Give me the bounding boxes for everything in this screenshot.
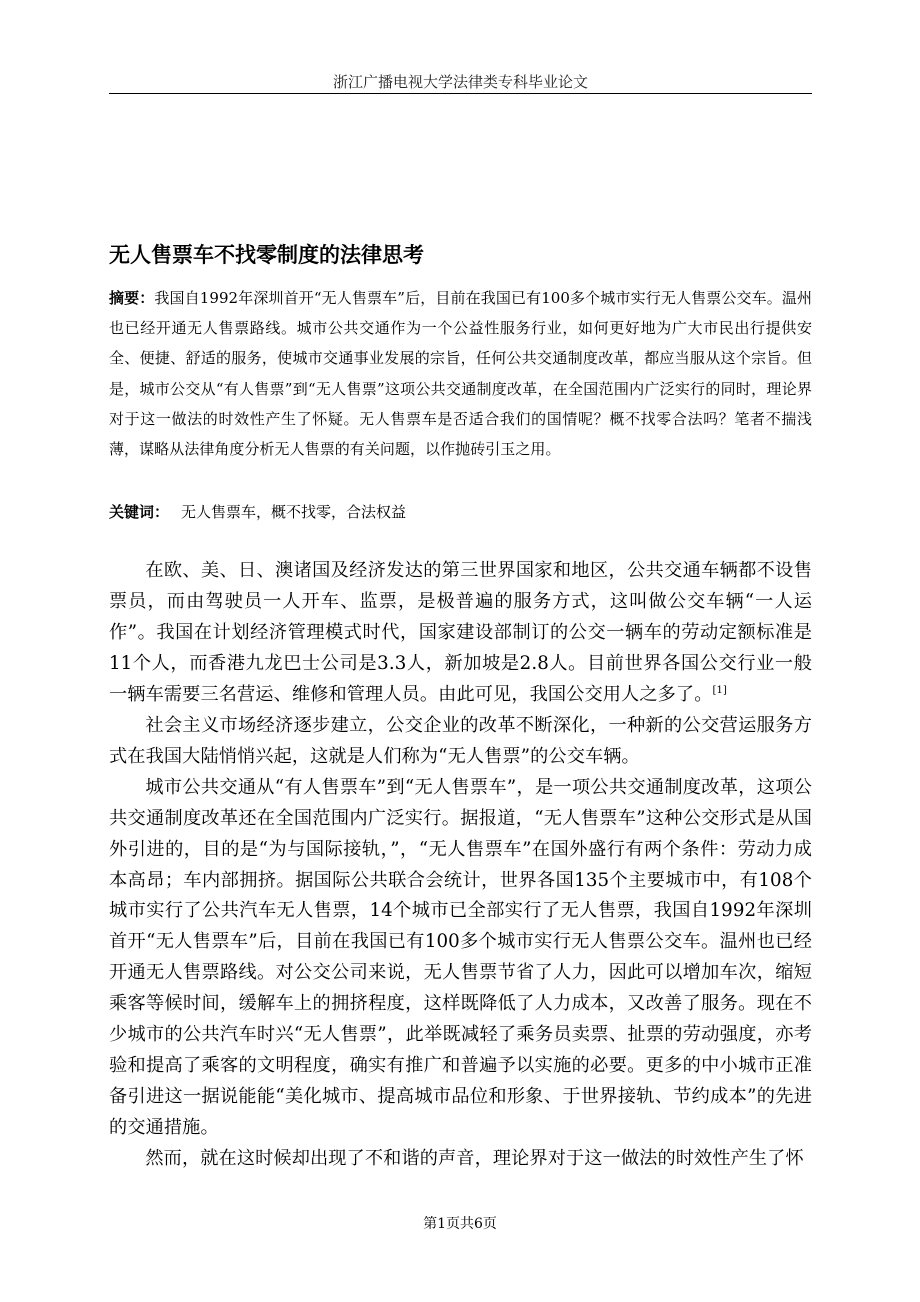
header-rule [109,93,812,94]
abstract [109,283,812,464]
keywords [109,497,812,527]
page-number: 第1页共6页 [423,1216,497,1232]
abstract-label: 摘要： [109,289,155,307]
citation-ref: [1] [712,684,727,696]
paragraph-3: 城市公共交通从“有人售票车”到“无人售票车”，是一项公共交通制度改革，这项公共交通制度改革还在全国范围内广泛实行。据报道，“无人售票车”这种公交形式是从国外引进的，目的是“为与国际接轨，”，“无人售票车”在国外盛行有两个条件：劳动力成本高昂；车内部拥挤。据国际公共联合会统计，世界各国135个主要城市中，有108个城市实行了公共汽车无人售票，14个城市已全部实行了无人售票，我国自1992年深圳首开“无人售票车”后，目前在我国已有100多个城市实行无人售票公交车。温州也已经开通无人售票路线。对公交公司来说，无人售票节省了人力，因此可以增加车次，缩短乘客等候时间，缓解车上的拥挤程度，这样既降低了人力成本，又改善了服务。现在不少城市的公共汽车时兴“无人售票”，此举既减轻了乘务员卖票、扯票的劳动强度，亦考验和提高了乘客的文明程度，确实有推广和普遍予以实施的必要。更多的中小城市正准备引进这一据说能能“美化城市、提高城市品位和形象、于世界接轨、节约成本”的先进的交通措施。 [109,776,812,1139]
paragraph-1-text: 在欧、美、日、澳诸国及经济发达的第三世界国家和地区，公共交通车辆都不设售票员，而由驾驶员一人开车、监票，是极普遍的服务方式，这叫做公交车辆“一人运作”。我国在计划经济管理模式时代，国家建设部制订的公交一辆车的劳动定额标准是11个人，而香港九龙巴士公司是3.3人，新加坡是2.8人。目前世界各国公交行业一般一辆车需要三名营运、维修和管理人员。由此可见，我国公交用人之多了。 [109,560,812,705]
abstract-text: 我国自1992年深圳首开“无人售票车”后，目前在我国已有100多个城市实行无人售票公交车。温州也已经开通无人售票路线。城市公共交通作为一个公益性服务行业，如何更好地为广大市民出行提供安全、便捷、舒适的服务，使城市交通事业发展的宗旨，任何公共交通制度改革，都应当服从这个宗旨。但是，城市公交从“有人售票”到“无人售票”这项公共交通制度改革，在全国范围内广泛实行的同时，理论界对于这一做法的时效性产生了怀疑。无人售票车是否适合我们的国情呢？概不找零合法吗？笔者不揣浅薄，谋略从法律角度分析无人售票的有关问题，以作抛砖引玉之用。 [109,289,813,459]
keywords-label: 关键词： [109,503,170,521]
paragraph-1 [109,556,812,711]
body-text [109,556,812,1175]
paper-title: 无人售票车不找零制度的法律思考 [109,243,424,267]
paragraph-4: 然而，就在这时候却出现了不和谐的声音，理论界对于这一做法的时效性产生了怀 [145,1148,804,1170]
running-header: 浙江广播电视大学法律类专科毕业论文 [332,73,588,91]
paragraph-2: 社会主义市场经济逐步建立，公交企业的改革不断深化，一种新的公交营运服务方式在我国大陆悄悄兴起，这就是人们称为“无人售票”的公交车辆。 [109,714,812,767]
keywords-text: 无人售票车，概不找零，合法权益 [181,503,407,521]
